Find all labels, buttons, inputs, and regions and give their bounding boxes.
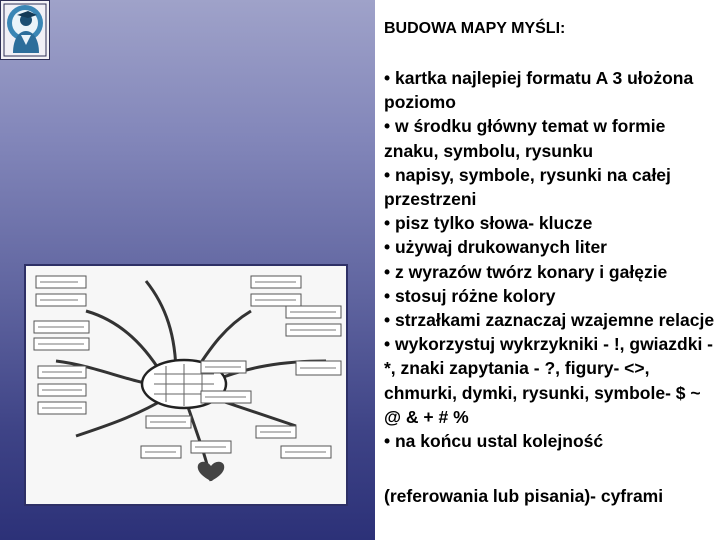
bullet-list — [384, 66, 718, 453]
content-panel — [375, 0, 720, 540]
mind-map-photo — [24, 264, 348, 506]
bullet-item: • pisz tylko słowa- klucze — [384, 213, 593, 234]
bullet-item: • w środku główny temat w formie znaku, symbolu, rysunku — [384, 116, 666, 161]
bullet-item: • napisy, symbole, rysunki na całej przestrzeni — [384, 164, 671, 210]
slide-title: BUDOWA MAPY MYŚLI: — [384, 20, 566, 37]
school-logo — [0, 0, 50, 60]
bullet-item: • stosuj różne kolory — [384, 285, 556, 306]
bullet-item: • z wyrazów twórz konary i gałęzie — [384, 261, 668, 282]
bullet-item: • na końcu ustal kolejność — [384, 431, 604, 452]
graduate-silhouette-logo-icon — [1, 1, 49, 59]
bullet-item: • używaj drukowanych liter — [384, 237, 607, 258]
footer-note: (referowania lub pisania)- cyframi — [384, 486, 664, 506]
bullet-item: • wykorzystuj wykrzykniki - !, gwiazdki - *, znaki zapytania - ?, figury- <>, chmurki, dymki, rysunki, symbole- $ ~ @ & + # % — [384, 334, 713, 427]
bullet-item: • kartka najlepiej formatu A 3 ułożona poziomo — [384, 68, 694, 113]
bullet-item: • strzałkami zaznaczaj wzajemne relacje — [384, 310, 715, 331]
